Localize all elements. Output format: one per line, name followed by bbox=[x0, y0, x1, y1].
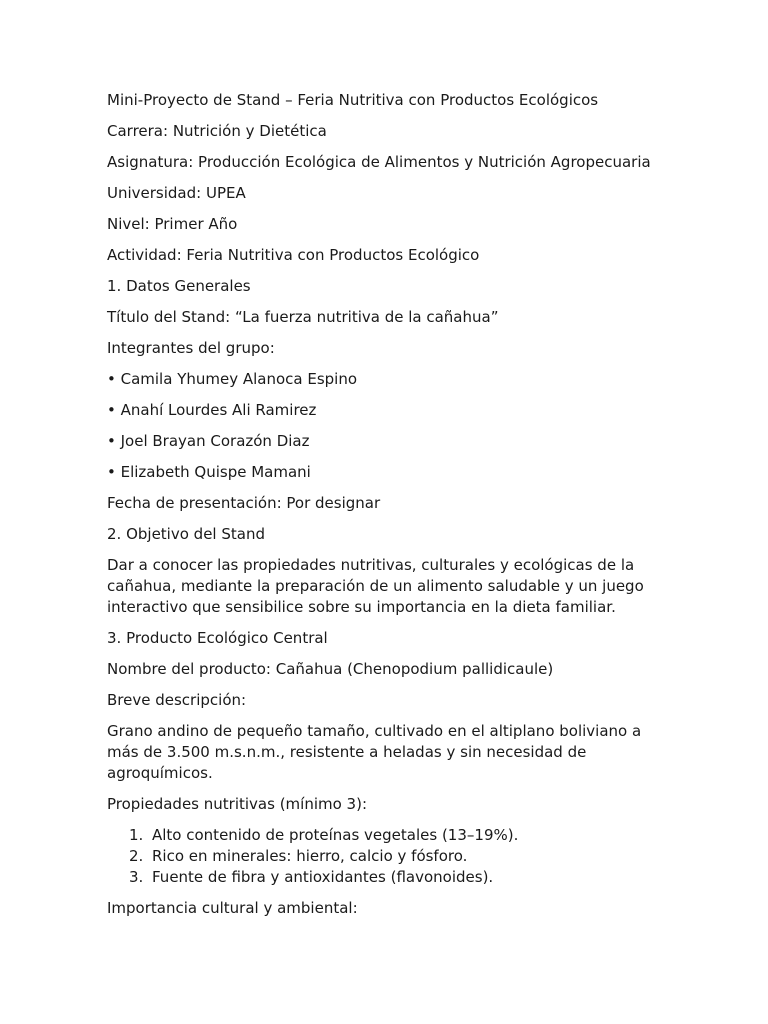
level-line: Nivel: Primer Año bbox=[107, 215, 238, 233]
member-item: • Joel Brayan Corazón Diaz bbox=[107, 432, 310, 450]
stand-title-line: Título del Stand: “La fuerza nutritiva de la cañahua” bbox=[107, 308, 499, 326]
list-item bbox=[107, 846, 667, 867]
document-page bbox=[107, 90, 667, 929]
nutritive-properties-list bbox=[107, 825, 667, 888]
list-item-text: Alto contenido de proteínas vegetales (13–19%). bbox=[152, 826, 519, 844]
objective-paragraph: Dar a conocer las propiedades nutritivas, culturales y ecológicas de la cañahua, mediante la preparación de un alimento saludable y un juego interactivo que sensibilice sobre su importancia en la dieta familiar. bbox=[107, 556, 644, 616]
section-heading-general-data: 1. Datos Generales bbox=[107, 277, 251, 295]
subject-line: Asignatura: Producción Ecológica de Alimentos y Nutrición Agropecuaria bbox=[107, 153, 651, 171]
list-item bbox=[107, 867, 667, 888]
list-item-number: 2. bbox=[129, 847, 144, 865]
member-item: • Anahí Lourdes Ali Ramirez bbox=[107, 401, 317, 419]
section-heading-objective: 2. Objetivo del Stand bbox=[107, 525, 265, 543]
cultural-importance-label: Importancia cultural y ambiental: bbox=[107, 899, 358, 917]
list-item-text: Fuente de fibra y antioxidantes (flavonoides). bbox=[152, 868, 494, 886]
product-name-line: Nombre del producto: Cañahua (Chenopodium pallidicaule) bbox=[107, 660, 554, 678]
doc-title: Mini-Proyecto de Stand – Feria Nutritiva con Productos Ecológicos bbox=[107, 91, 599, 109]
presentation-date-line: Fecha de presentación: Por designar bbox=[107, 494, 381, 512]
list-item-number: 1. bbox=[129, 826, 144, 844]
description-paragraph: Grano andino de pequeño tamaño, cultivado en el altiplano boliviano a más de 3.500 m.s.n.m., resistente a heladas y sin necesidad de agroquímicos. bbox=[107, 722, 642, 782]
nutritive-properties-label: Propiedades nutritivas (mínimo 3): bbox=[107, 795, 368, 813]
member-item: • Elizabeth Quispe Mamani bbox=[107, 463, 311, 481]
list-item bbox=[107, 825, 667, 846]
list-item-number: 3. bbox=[129, 868, 144, 886]
activity-line: Actividad: Feria Nutritiva con Productos Ecológico bbox=[107, 246, 480, 264]
members-label: Integrantes del grupo: bbox=[107, 339, 275, 357]
section-heading-product: 3. Producto Ecológico Central bbox=[107, 629, 328, 647]
description-label: Breve descripción: bbox=[107, 691, 247, 709]
member-item: • Camila Yhumey Alanoca Espino bbox=[107, 370, 358, 388]
career-line: Carrera: Nutrición y Dietética bbox=[107, 122, 327, 140]
university-line: Universidad: UPEA bbox=[107, 184, 246, 202]
list-item-text: Rico en minerales: hierro, calcio y fósforo. bbox=[152, 847, 468, 865]
